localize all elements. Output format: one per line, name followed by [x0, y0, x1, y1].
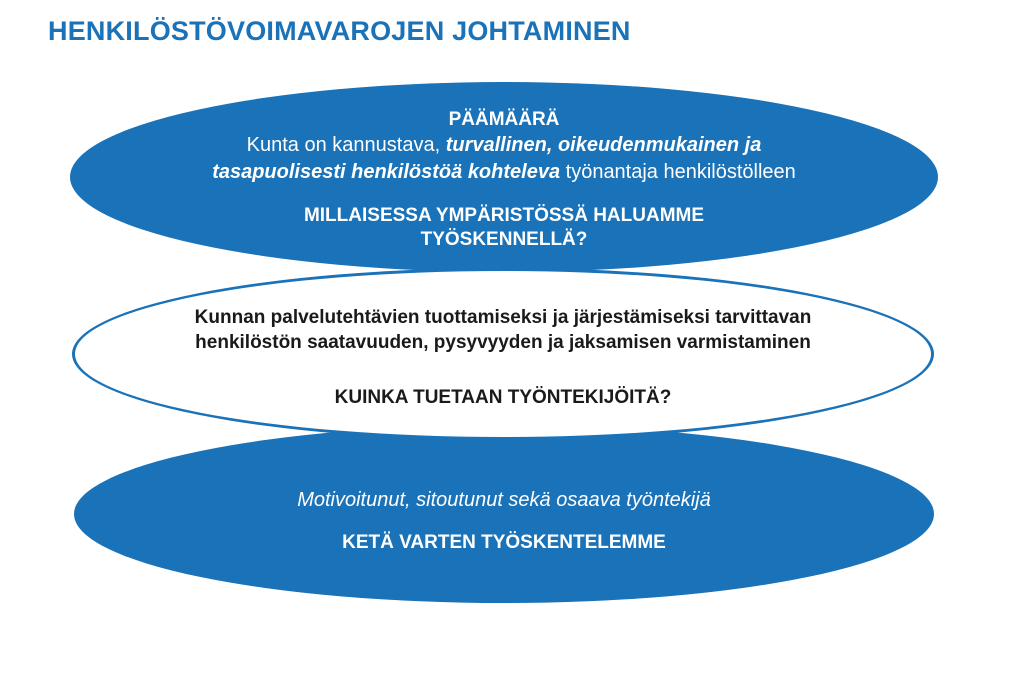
- goal-statement-line-2: [212, 159, 796, 186]
- goal-line1-plain: Kunta on kannustava,: [246, 134, 446, 156]
- goal-line2-plain: työnantaja henkilöstölleen: [560, 161, 796, 183]
- support-question: KUINKA TUETAAN TYÖNTEKIJÖITÄ?: [334, 386, 672, 408]
- for-whom-question: KETÄ VARTEN TYÖSKENTELEMME: [342, 532, 666, 553]
- goal-heading: PÄÄMÄÄRÄ: [448, 109, 560, 130]
- goal-statement: [212, 132, 796, 186]
- support-statement-line-1: Kunnan palvelutehtävien tuottamiseksi ja järjestämiseksi tarvittavan: [194, 306, 812, 328]
- goal-statement-line-1: [212, 132, 796, 159]
- support-ellipse: [72, 268, 934, 440]
- environment-question-line-1: MILLAISESSA YMPÄRISTÖSSÄ HALUAMME: [303, 205, 705, 226]
- goal-line2-emphasis: tasapuolisesti henkilöstöä kohteleva: [212, 161, 561, 183]
- page-title: HENKILÖSTÖVOIMAVAROJEN JOHTAMINEN: [48, 16, 631, 46]
- goal-line1-emphasis: turvallinen, oikeudenmukainen ja: [445, 134, 762, 156]
- support-statement-line-2: henkilöstön saatavuuden, pysyvyyden ja jaksamisen varmistaminen: [195, 331, 811, 353]
- employee-statement: Motivoitunut, sitoutunut sekä osaava työntekijä: [297, 489, 711, 511]
- employee-ellipse: [74, 425, 934, 603]
- environment-question-line-2: TYÖSKENNELLÄ?: [420, 229, 588, 250]
- goal-ellipse: [70, 82, 938, 272]
- environment-question: [304, 204, 704, 252]
